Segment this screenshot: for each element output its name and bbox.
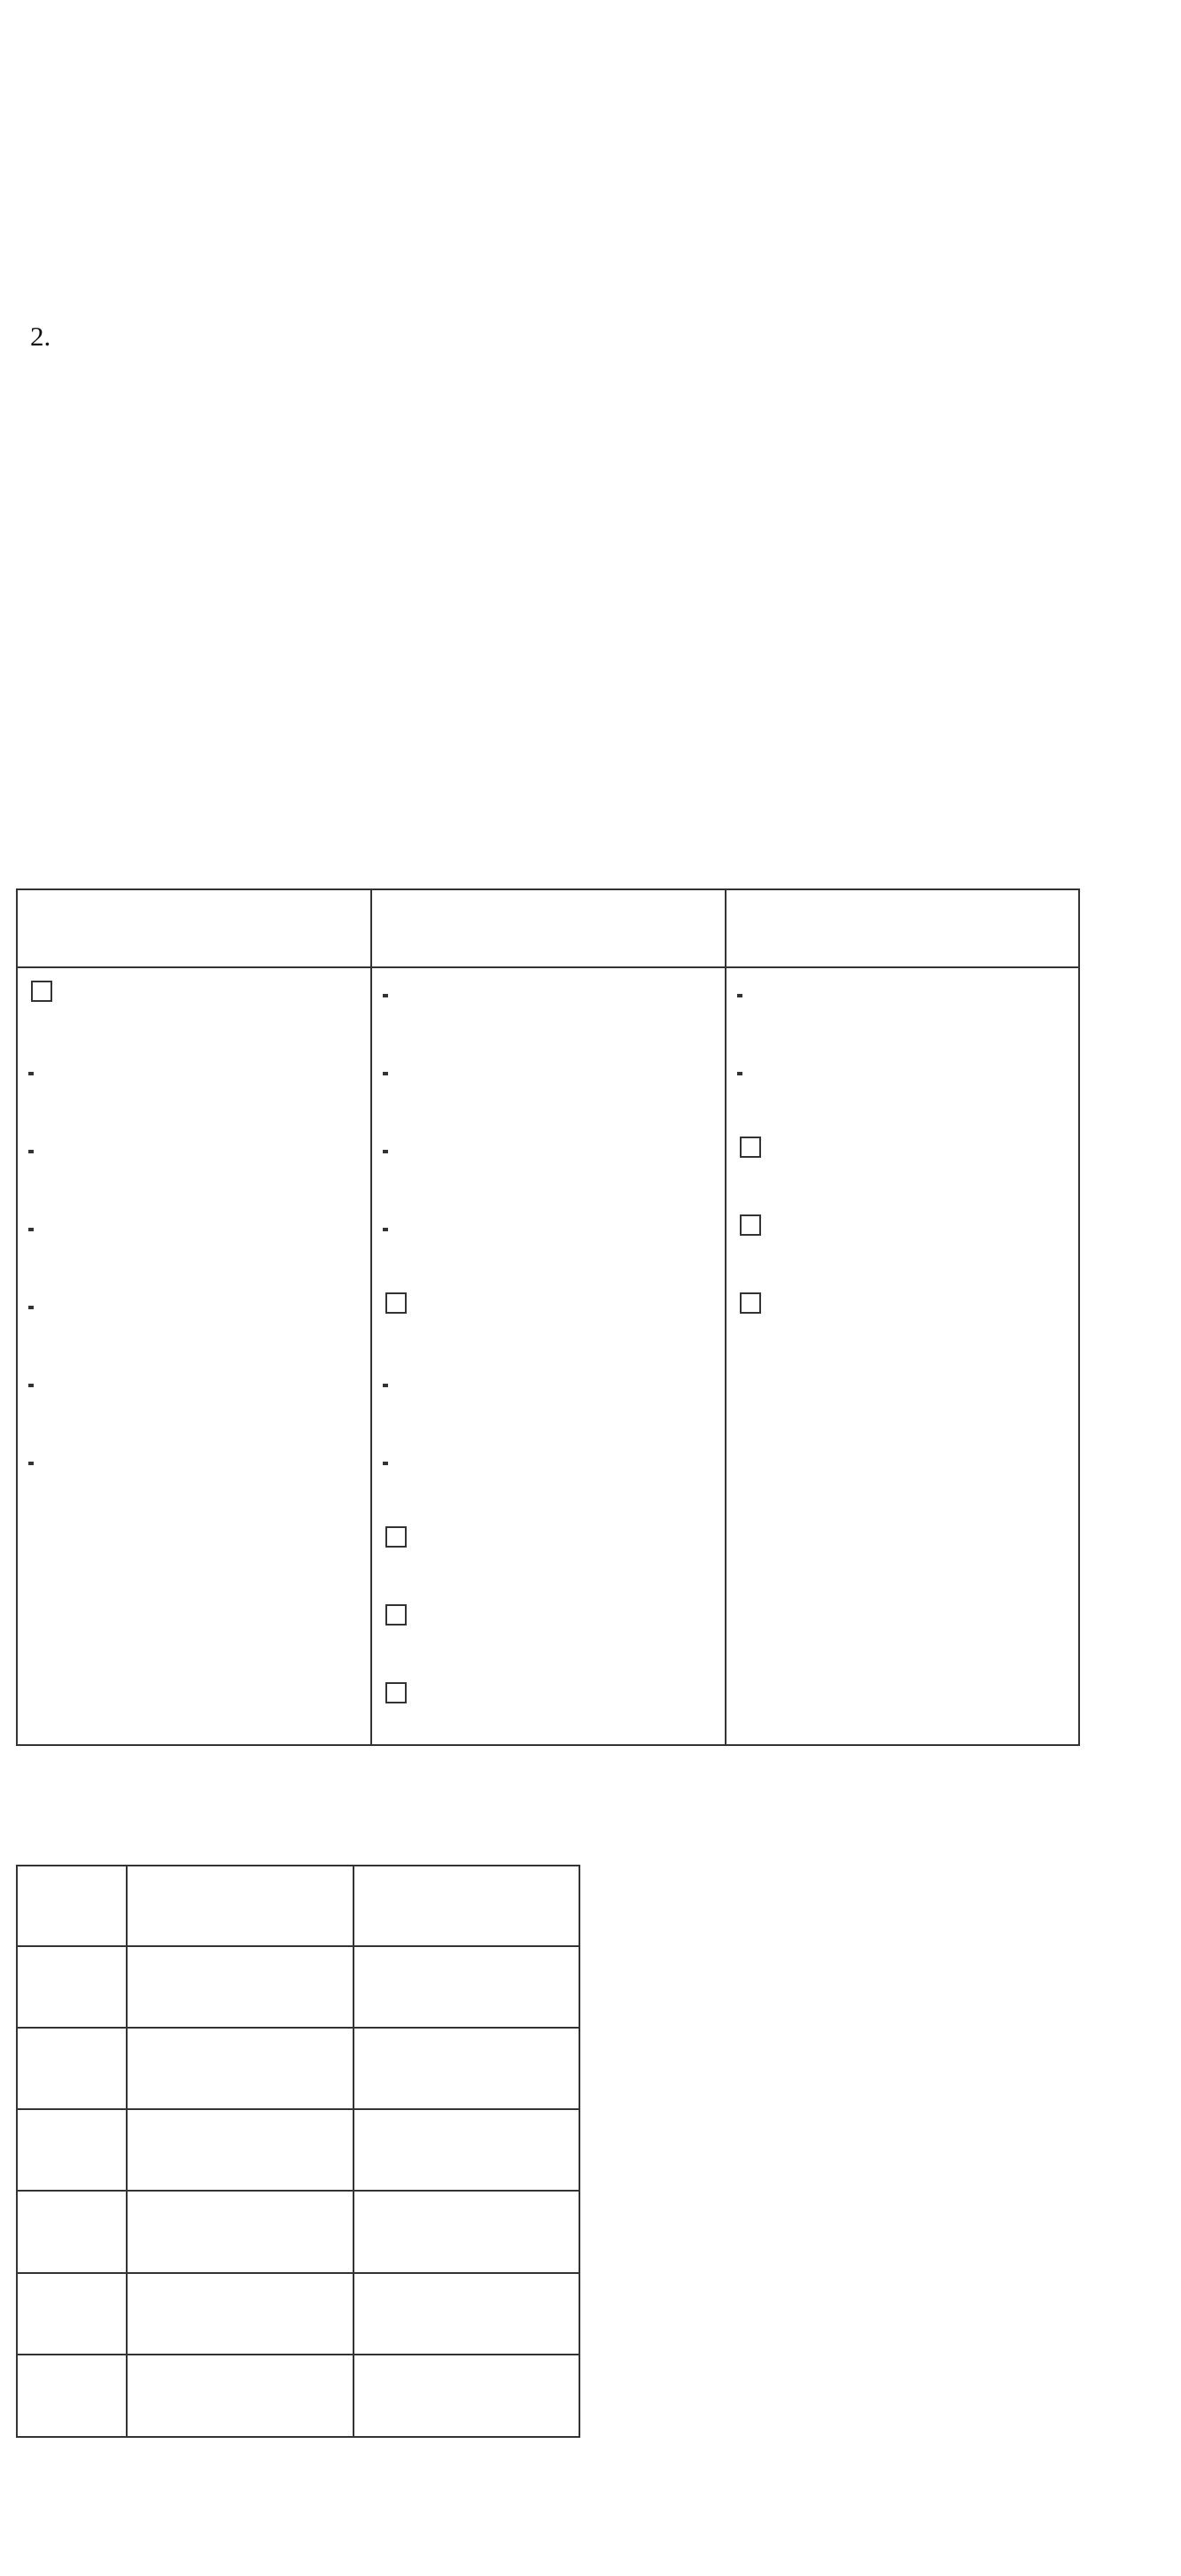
ending-box: [28, 1228, 34, 1231]
word-cell: [383, 1674, 409, 1706]
zero-ending-box: [385, 1604, 407, 1626]
ending-box: [28, 1072, 34, 1075]
word-cell: [737, 973, 742, 1005]
zero-ending-box: [385, 1682, 407, 1703]
ending-box: [28, 1462, 34, 1465]
ending-box: [383, 1462, 388, 1465]
zero-ending-box: [740, 1214, 761, 1236]
word-cell: [383, 1129, 388, 1160]
zero-ending-box: [31, 981, 52, 1002]
word-cell: [383, 1284, 409, 1316]
ending-box: [383, 1384, 388, 1387]
word-cell: [28, 973, 55, 1005]
word-cell: [737, 1284, 764, 1316]
word-cell: [28, 1362, 34, 1394]
zero-ending-box: [740, 1292, 761, 1314]
ending-box: [28, 1150, 34, 1153]
ending-box: [383, 1072, 388, 1075]
ending-box: [383, 1228, 388, 1231]
rule-line-1: 2.: [30, 321, 51, 352]
zero-ending-box: [740, 1137, 761, 1158]
word-cell: [737, 1051, 742, 1082]
word-cell: [28, 1207, 34, 1238]
ending-box: [737, 994, 742, 997]
word-cell: [737, 1129, 764, 1160]
word-cell: [383, 1440, 388, 1472]
word-cell: [28, 1129, 34, 1160]
word-cell: [383, 1207, 388, 1238]
ending-box: [383, 1150, 388, 1153]
word-cell: [737, 1207, 764, 1238]
word-cell: [28, 1051, 34, 1082]
ending-box: [28, 1384, 34, 1387]
word-cell: [383, 973, 388, 1005]
ending-box: [737, 1072, 742, 1075]
zero-ending-box: [385, 1292, 407, 1314]
zero-ending-box: [385, 1526, 407, 1548]
word-cell: [383, 1518, 409, 1550]
ending-box: [28, 1306, 34, 1309]
ending-box: [383, 994, 388, 997]
word-cell: [383, 1362, 388, 1394]
word-cell: [28, 1440, 34, 1472]
word-cell: [383, 1596, 409, 1628]
word-cell: [28, 1284, 34, 1316]
word-cell: [383, 1051, 388, 1082]
